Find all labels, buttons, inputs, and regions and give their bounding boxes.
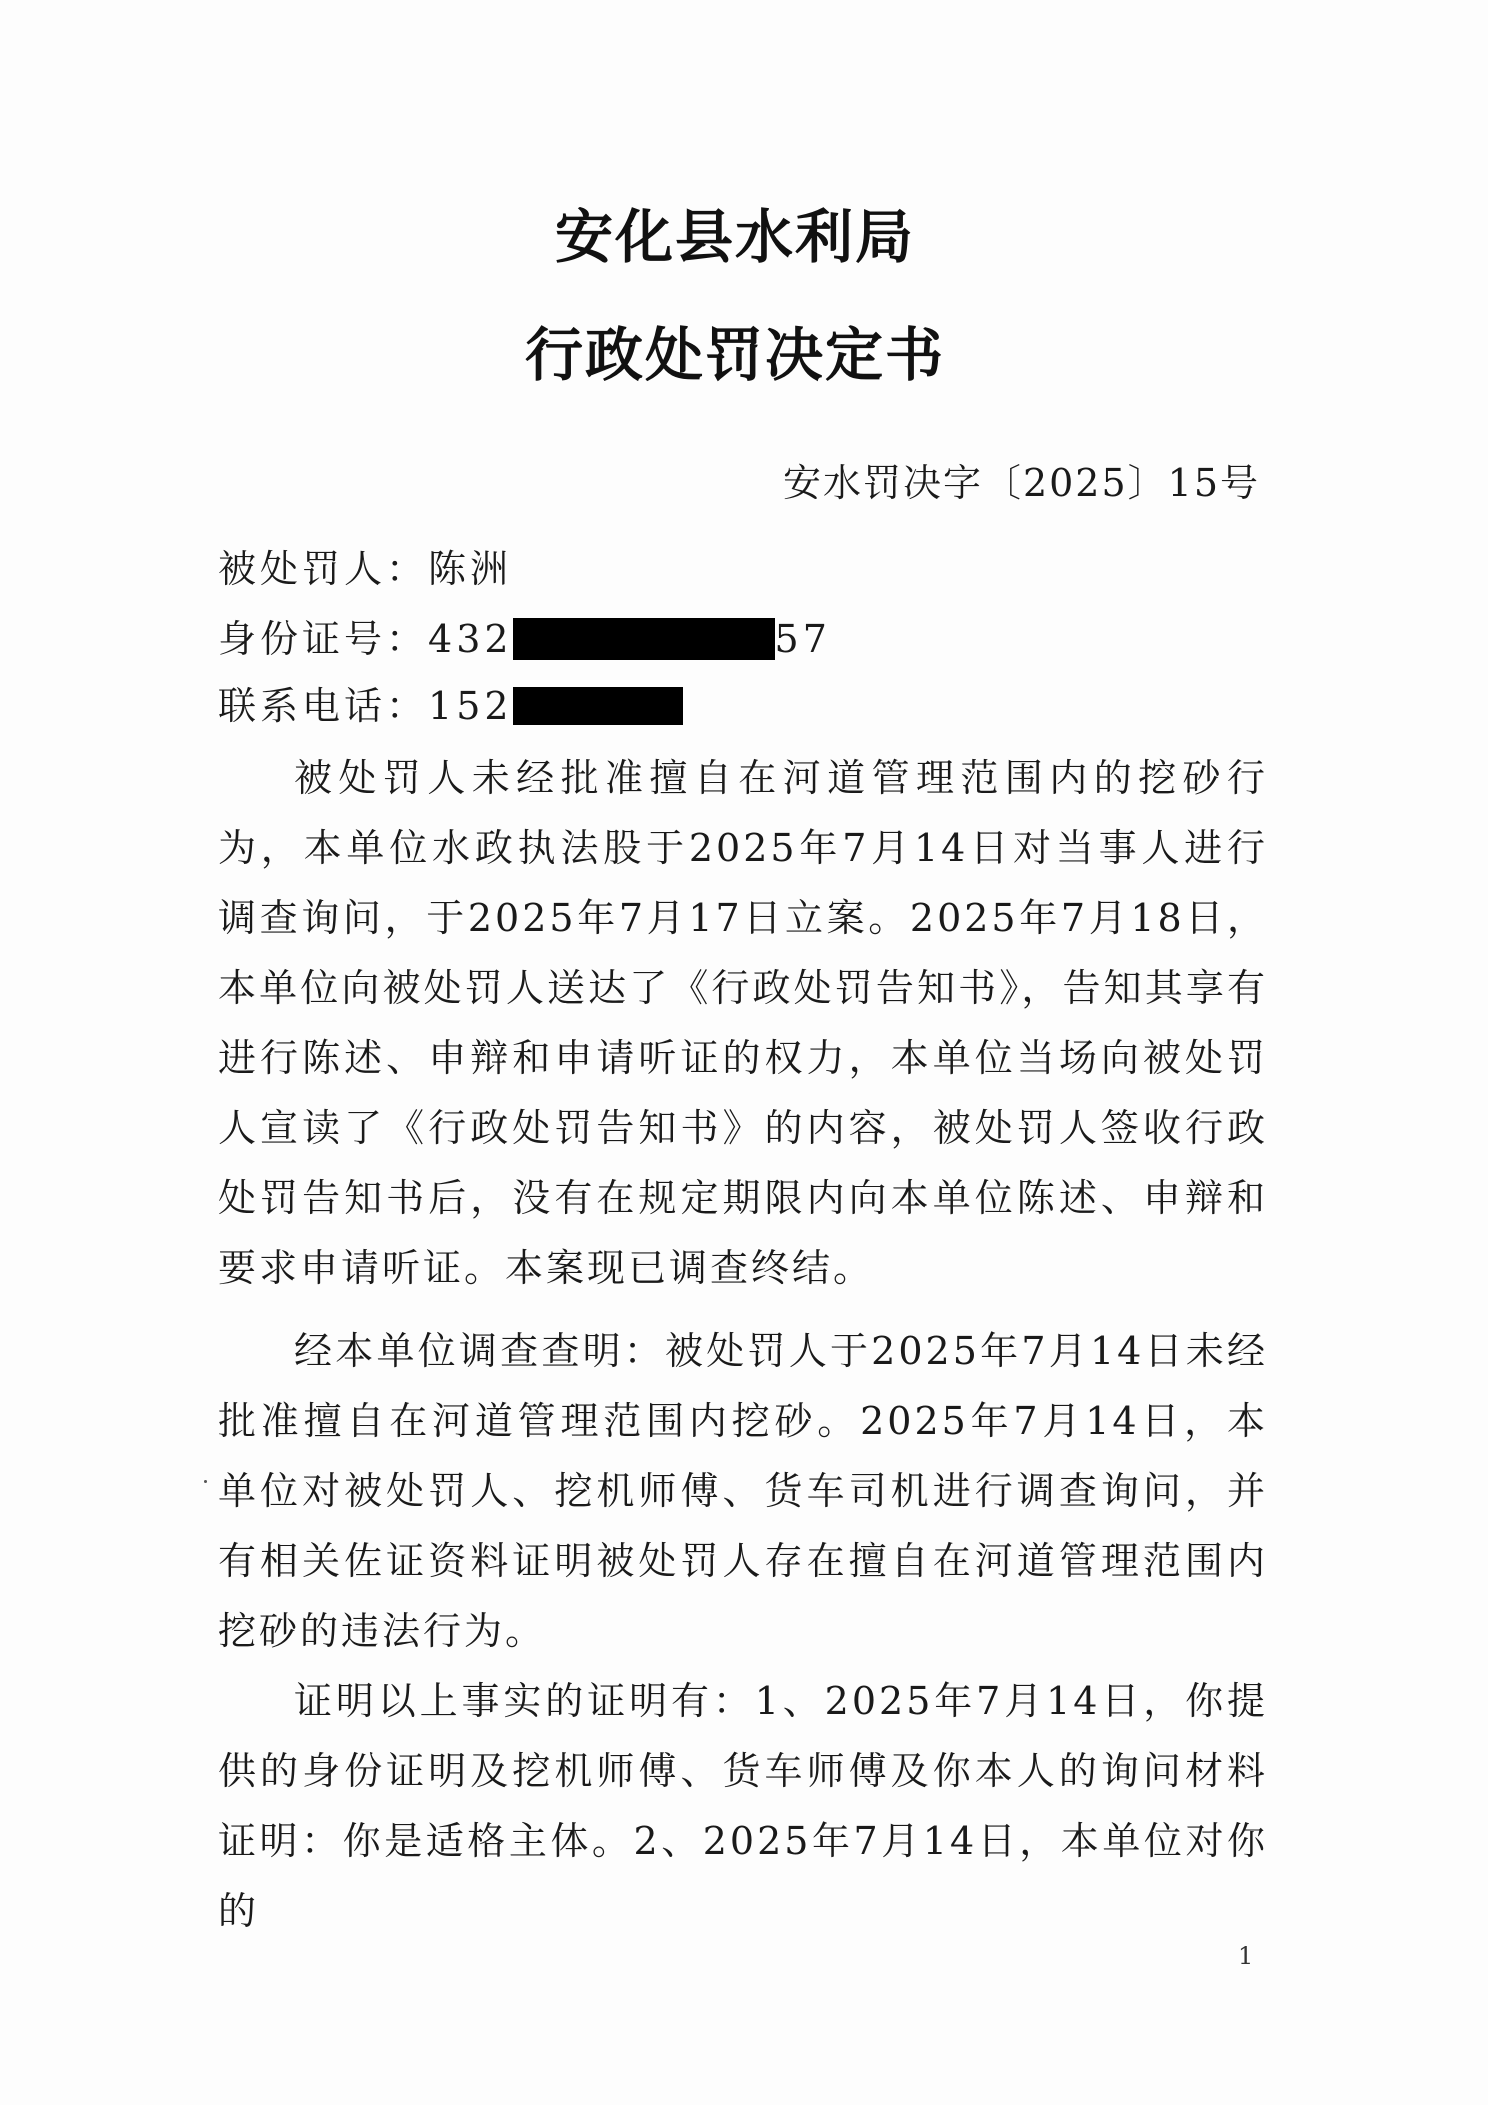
body-paragraph-findings (218, 1316, 1268, 1666)
party-phone-label: 联系电话： (218, 684, 429, 728)
paragraph-text: 被处罚人未经批准擅自在河道管理范围内的挖砂行为，本单位水政执法股于2025年7月14日对当事人进行调查询问，于2025年7月17日立案。2025年7月18日，本单位向被处罚人送达了《行政处罚告知书》，告知其享有进行陈述、申辩和申请听证的权力，本单位当场向被处罚人宣读了《行政处罚告知书》的内容，被处罚人签收行政处罚告知书后，没有在规定期限内向本单位陈述、申辩和要求申请听证。本案现已调查终结。 (218, 756, 1268, 1290)
party-id-prefix: 432 (428, 617, 513, 661)
party-id-line (218, 608, 831, 663)
party-id-suffix: 57 (774, 617, 831, 661)
party-phone-prefix: 152 (428, 684, 513, 728)
page-number: 1 (1238, 1942, 1254, 1970)
redaction-bar (513, 618, 775, 660)
party-id-label: 身份证号： (218, 617, 429, 661)
paragraph-text: 经本单位调查查明：被处罚人于2025年7月14日未经批准擅自在河道管理范围内挖砂。2025年7月14日，本单位对被处罚人、挖机师傅、货车司机进行调查询问，并有相关佐证资料证明被处罚人存在擅自在河道管理范围内挖砂的违法行为。 (218, 1329, 1268, 1653)
party-name-label: 被处罚人： (218, 547, 429, 591)
party-name: 陈洲 (428, 547, 513, 591)
party-name-line (218, 538, 512, 593)
party-phone-line (218, 675, 683, 730)
body-paragraph-evidence (218, 1666, 1268, 1946)
body-paragraph-procedure (218, 743, 1268, 1303)
redaction-bar (513, 687, 683, 725)
document-issuer-title: 安化县水利局 (554, 203, 915, 271)
scan-artifact (204, 1480, 207, 1483)
document-type-title: 行政处罚决定书 (524, 321, 945, 389)
document-number: 安水罚决字〔2025〕15号 (782, 461, 1260, 505)
paragraph-text: 证明以上事实的证明有：1、2025年7月14日，你提供的身份证明及挖机师傅、货车师傅及你本人的询问材料证明：你是适格主体。2、2025年7月14日，本单位对你的 (218, 1679, 1268, 1933)
